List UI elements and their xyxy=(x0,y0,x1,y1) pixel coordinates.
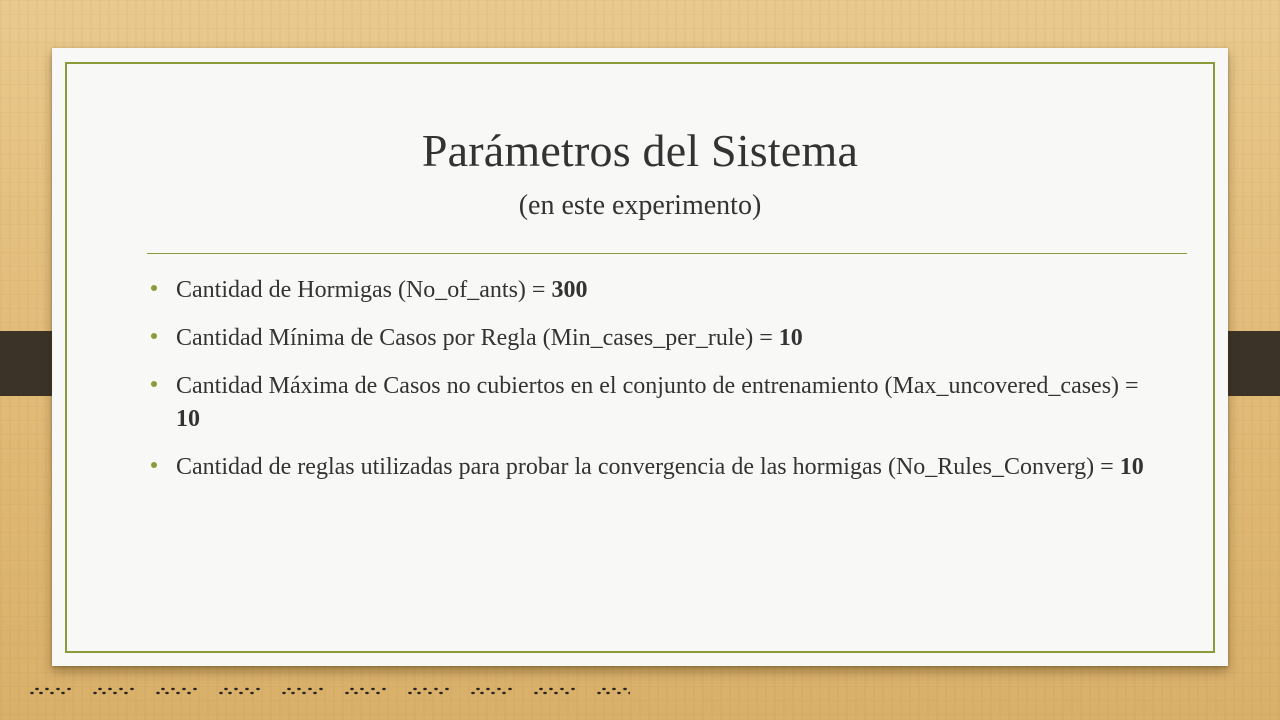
ant-mark xyxy=(543,692,547,694)
ant-mark xyxy=(297,688,301,690)
ant-mark xyxy=(176,692,180,694)
ant-mark xyxy=(45,688,49,690)
ant-mark xyxy=(287,688,291,690)
ant-mark xyxy=(93,692,97,694)
ant-mark xyxy=(423,688,427,690)
ant-mark xyxy=(471,692,475,694)
ant-mark xyxy=(256,688,260,690)
ant-mark xyxy=(376,692,380,694)
ant-mark xyxy=(508,688,512,690)
ant-mark xyxy=(476,688,480,690)
ant-mark xyxy=(597,692,601,694)
ant-mark xyxy=(245,688,249,690)
ant-mark xyxy=(56,688,60,690)
ant-mark xyxy=(571,688,575,690)
ant-mark xyxy=(554,692,558,694)
ant-mark xyxy=(234,688,238,690)
slide-paper xyxy=(52,48,1228,666)
parameter-value: 10 xyxy=(1119,454,1144,480)
ant-mark xyxy=(497,688,501,690)
ant-mark xyxy=(119,688,123,690)
ant-mark xyxy=(282,692,286,694)
ant-mark xyxy=(534,692,538,694)
slide-subtitle: (en este experimento) xyxy=(518,190,762,221)
ant-mark xyxy=(165,692,169,694)
parameter-value: 10 xyxy=(176,406,200,432)
ant-mark xyxy=(30,692,34,694)
parameter-text: Cantidad de Hormigas (No_of_ants) = xyxy=(176,277,552,303)
parameter-text: Cantidad Máxima de Casos no cubiertos en el conjunto de entrenamiento (Max_uncovered_cases) = xyxy=(176,373,1139,399)
ant-mark xyxy=(539,688,543,690)
ant-mark xyxy=(371,688,375,690)
ant-mark xyxy=(61,692,65,694)
ant-mark xyxy=(617,692,621,694)
ant-mark xyxy=(291,692,295,694)
ant-mark xyxy=(182,688,186,690)
ant-mark xyxy=(239,692,243,694)
ant-mark xyxy=(302,692,306,694)
ant-mark xyxy=(161,688,165,690)
ant-mark xyxy=(156,692,160,694)
bullet-icon xyxy=(151,462,157,468)
ant-mark xyxy=(382,688,386,690)
ant-mark xyxy=(628,692,630,694)
ant-mark xyxy=(130,688,134,690)
parameter-value: 300 xyxy=(551,277,588,303)
ant-mark xyxy=(549,688,553,690)
list-item xyxy=(176,322,1156,355)
title-divider xyxy=(147,253,1187,254)
ant-mark xyxy=(565,692,569,694)
ant-mark xyxy=(193,688,197,690)
ant-mark xyxy=(491,692,495,694)
ant-mark xyxy=(360,688,364,690)
ant-mark xyxy=(502,692,506,694)
ant-mark xyxy=(417,692,421,694)
ant-mark xyxy=(413,688,417,690)
ant-mark xyxy=(35,688,39,690)
slide-title: Parámetros del Sistema xyxy=(421,125,859,176)
ant-mark xyxy=(350,688,354,690)
ant-mark xyxy=(439,692,443,694)
ant-mark xyxy=(434,688,438,690)
ant-mark xyxy=(108,688,112,690)
bullet-icon xyxy=(151,381,157,387)
ant-mark xyxy=(313,692,317,694)
ant-mark xyxy=(560,688,564,690)
bullet-icon xyxy=(151,333,157,339)
ant-mark xyxy=(308,688,312,690)
ant-mark xyxy=(408,692,412,694)
ant-mark xyxy=(486,688,490,690)
ant-mark xyxy=(602,688,606,690)
ant-mark xyxy=(228,692,232,694)
ant-mark xyxy=(124,692,128,694)
bullet-icon xyxy=(151,285,157,291)
ant-mark xyxy=(428,692,432,694)
ant-mark xyxy=(224,688,228,690)
ant-mark xyxy=(365,692,369,694)
parameter-value: 10 xyxy=(778,325,803,351)
ant-mark xyxy=(612,688,616,690)
list-item xyxy=(176,451,1156,484)
parameter-text: Cantidad Mínima de Casos por Regla (Min_cases_per_rule) = xyxy=(176,325,779,351)
ant-mark xyxy=(319,688,323,690)
ant-mark xyxy=(445,688,449,690)
ant-mark xyxy=(345,692,349,694)
ant-mark xyxy=(606,692,610,694)
ant-mark xyxy=(623,688,627,690)
ant-mark xyxy=(50,692,54,694)
list-item xyxy=(176,274,1156,307)
ant-mark xyxy=(171,688,175,690)
parameter-text: Cantidad de reglas utilizadas para probar la convergencia de las hormigas (No_Rules_Converg) = xyxy=(176,454,1120,480)
ant-mark xyxy=(98,688,102,690)
ant-mark xyxy=(39,692,43,694)
ant-mark xyxy=(354,692,358,694)
ant-mark xyxy=(102,692,106,694)
ant-mark xyxy=(113,692,117,694)
ant-mark xyxy=(187,692,191,694)
list-item xyxy=(176,370,1156,436)
ant-mark xyxy=(250,692,254,694)
ant-mark xyxy=(67,688,71,690)
parameter-list xyxy=(176,274,1156,499)
ant-mark xyxy=(219,692,223,694)
ant-trail-icon xyxy=(30,684,630,698)
ant-mark xyxy=(480,692,484,694)
